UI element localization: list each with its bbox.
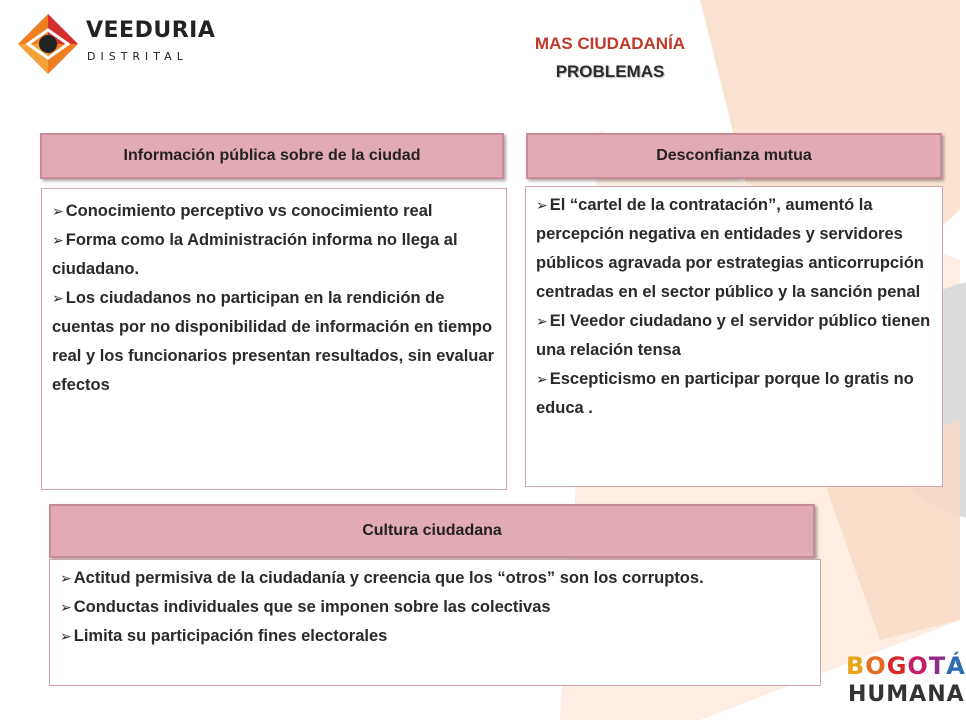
list-item: ➢ Escepticismo en participar porque lo gratis no educa .: [536, 370, 914, 417]
section-box-cultura: [49, 559, 821, 686]
list-item: ➢ Actitud permisiva de la ciudadanía y creencia que los “otros” son los corruptos.: [60, 569, 704, 587]
humana-wordmark: HUMANA: [848, 682, 965, 707]
arrow-bullet-icon: ➢: [60, 599, 72, 615]
arrow-bullet-icon: ➢: [60, 570, 72, 586]
page-subtitle: PROBLEMAS: [555, 62, 665, 81]
arrow-bullet-icon: ➢: [52, 290, 64, 306]
section-box-informacion: [41, 188, 507, 490]
list-item: ➢ El “cartel de la contratación”, aumentó la percepción negativa en entidades y servidores públicos agravada por estrategias anticorrupción centradas en el sector público y la sanción penal: [536, 196, 924, 301]
section-header-desconfianza: [526, 133, 942, 179]
bogota-letter: O: [865, 652, 887, 680]
veeduria-emblem-icon: [14, 10, 82, 80]
arrow-bullet-icon: ➢: [536, 313, 548, 329]
logo-title: VEEDURIA: [86, 18, 216, 43]
bogota-humana-logo: [846, 652, 966, 712]
bogota-letter: O: [907, 652, 929, 680]
section-header-cultura: [49, 504, 815, 558]
page-title: MAS CIUDADANÍA: [534, 34, 686, 53]
list-item: ➢ Forma como la Administración informa no llega al ciudadano.: [52, 231, 458, 278]
section-box-desconfianza: [525, 186, 943, 487]
arrow-bullet-icon: ➢: [536, 197, 548, 213]
bogota-letter: G: [886, 652, 908, 680]
section-title-informacion: Información pública sobre de la ciudad: [123, 147, 421, 164]
arrow-bullet-icon: ➢: [60, 628, 72, 644]
bogota-letter: T: [928, 652, 947, 680]
list-item: ➢ Conocimiento perceptivo vs conocimiento real: [52, 202, 433, 220]
list-item: ➢ Los ciudadanos no participan en la rendición de cuentas por no disponibilidad de información en tiempo real y los funcionarios presentan resultados, sin evaluar efectos: [52, 289, 494, 394]
logo-subtitle: DISTRITAL: [87, 50, 188, 63]
veeduria-logo: [14, 10, 216, 80]
list-item: ➢ El Veedor ciudadano y el servidor público tienen una relación tensa: [536, 312, 931, 359]
arrow-bullet-icon: ➢: [52, 232, 64, 248]
arrow-bullet-icon: ➢: [536, 371, 548, 387]
list-item: ➢ Conductas individuales que se imponen sobre las colectivas: [60, 598, 551, 616]
bogota-letter: B: [846, 652, 866, 680]
section-title-cultura: Cultura ciudadana: [362, 522, 502, 539]
section-title-desconfianza: Desconfianza mutua: [656, 147, 812, 164]
section-header-informacion: [40, 133, 504, 179]
arrow-bullet-icon: ➢: [52, 203, 64, 219]
bogota-letter: Á: [946, 652, 966, 680]
bogota-wordmark: [846, 652, 966, 680]
list-item: ➢ Limita su participación fines electorales: [60, 627, 388, 645]
